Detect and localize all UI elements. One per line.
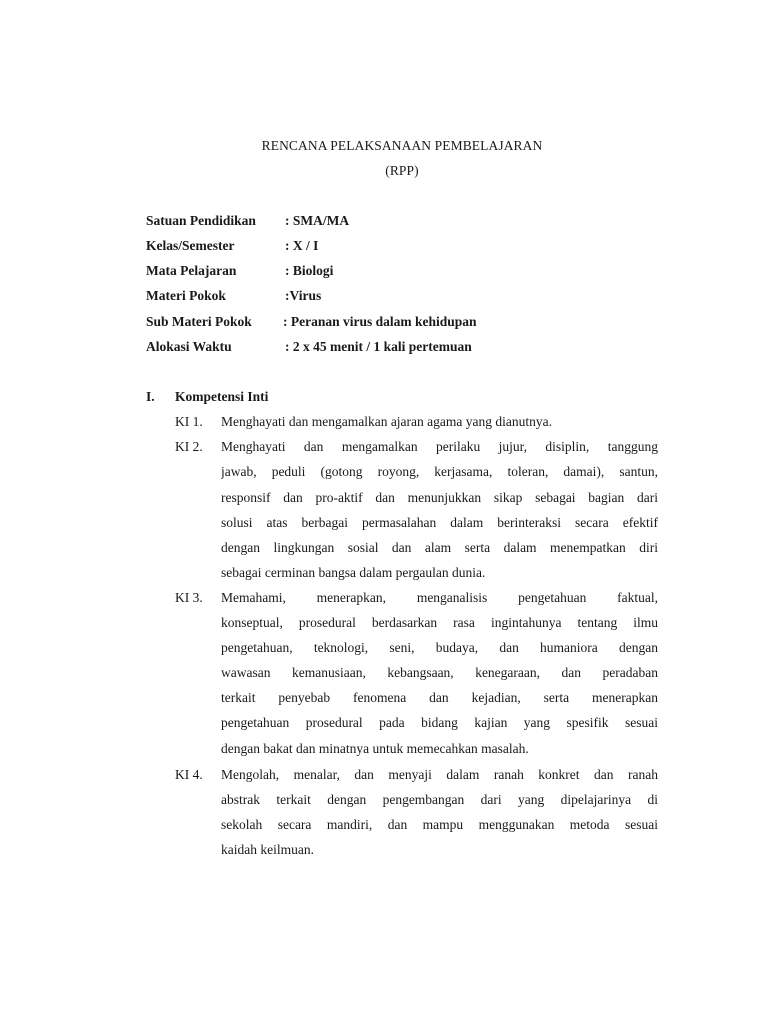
ki-label: KI 1.	[175, 414, 203, 429]
ki-text-line: Memahami, menerapkan, menganalisis pengetahuan faktual,	[221, 590, 658, 605]
ki-text-line: Menghayati dan mengamalkan ajaran agama yang dianutnya.	[221, 414, 552, 429]
identity-label: Mata Pelajaran	[146, 263, 237, 278]
identity-label: Kelas/Semester	[146, 238, 235, 253]
ki-text-line: sekolah secara mandiri, dan mampu menggunakan metoda sesuai	[221, 817, 658, 832]
ki-text-line: dengan lingkungan sosial dan alam serta dalam menempatkan diri	[221, 540, 658, 555]
ki-text-line: pengetahuan prosedural pada bidang kajian yang spesifik sesuai	[221, 715, 658, 730]
ki-text-line: Menghayati dan mengamalkan perilaku jujur, disiplin, tanggung	[221, 439, 658, 454]
ki-text-line: responsif dan pro-aktif dan menunjukkan sikap sebagai bagian dari	[221, 490, 658, 505]
ki-text-line: konseptual, prosedural berdasarkan rasa ingintahunya tentang ilmu	[221, 615, 658, 630]
ki-text-line: dengan bakat dan minatnya untuk memecahkan masalah.	[221, 741, 529, 756]
identity-label: Alokasi Waktu	[146, 339, 232, 354]
identity-value: : Peranan virus dalam kehidupan	[283, 314, 477, 329]
identity-value: :Virus	[285, 288, 322, 303]
ki-text-line: sebagai cerminan bangsa dalam pergaulan dunia.	[221, 565, 486, 580]
identity-value: : 2 x 45 menit / 1 kali pertemuan	[285, 339, 472, 354]
document-title: RENCANA PELAKSANAAN PEMBELAJARAN	[261, 138, 543, 153]
section-title: Kompetensi Inti	[175, 389, 269, 404]
identity-label: Satuan Pendidikan	[146, 213, 256, 228]
ki-label: KI 3.	[175, 590, 203, 605]
ki-text-line: abstrak terkait dengan pengembangan dari yang dipelajarinya di	[221, 792, 658, 807]
section-number: I.	[146, 389, 155, 404]
ki-text-line: terkait penyebab fenomena dan kejadian, serta menerapkan	[221, 690, 658, 705]
ki-text-line: solusi atas berbagai permasalahan dalam berinteraksi secara efektif	[221, 515, 658, 530]
ki-text-line: Mengolah, menalar, dan menyaji dalam ranah konkret dan ranah	[221, 767, 658, 782]
ki-text-line: jawab, peduli (gotong royong, kerjasama, toleran, damai), santun,	[221, 464, 658, 479]
identity-label: Materi Pokok	[146, 288, 226, 303]
identity-value: : SMA/MA	[285, 213, 350, 228]
ki-text-line: pengetahuan, teknologi, seni, budaya, dan humaniora dengan	[221, 640, 658, 655]
ki-label: KI 2.	[175, 439, 203, 454]
ki-text-line: kaidah keilmuan.	[221, 842, 314, 857]
document-subtitle: (RPP)	[385, 163, 419, 178]
identity-value: : X / I	[285, 238, 319, 253]
identity-value: : Biologi	[285, 263, 334, 278]
ki-text-line: wawasan kemanusiaan, kebangsaan, kenegaraan, dan peradaban	[221, 665, 658, 680]
ki-label: KI 4.	[175, 767, 203, 782]
identity-label: Sub Materi Pokok	[146, 314, 252, 329]
